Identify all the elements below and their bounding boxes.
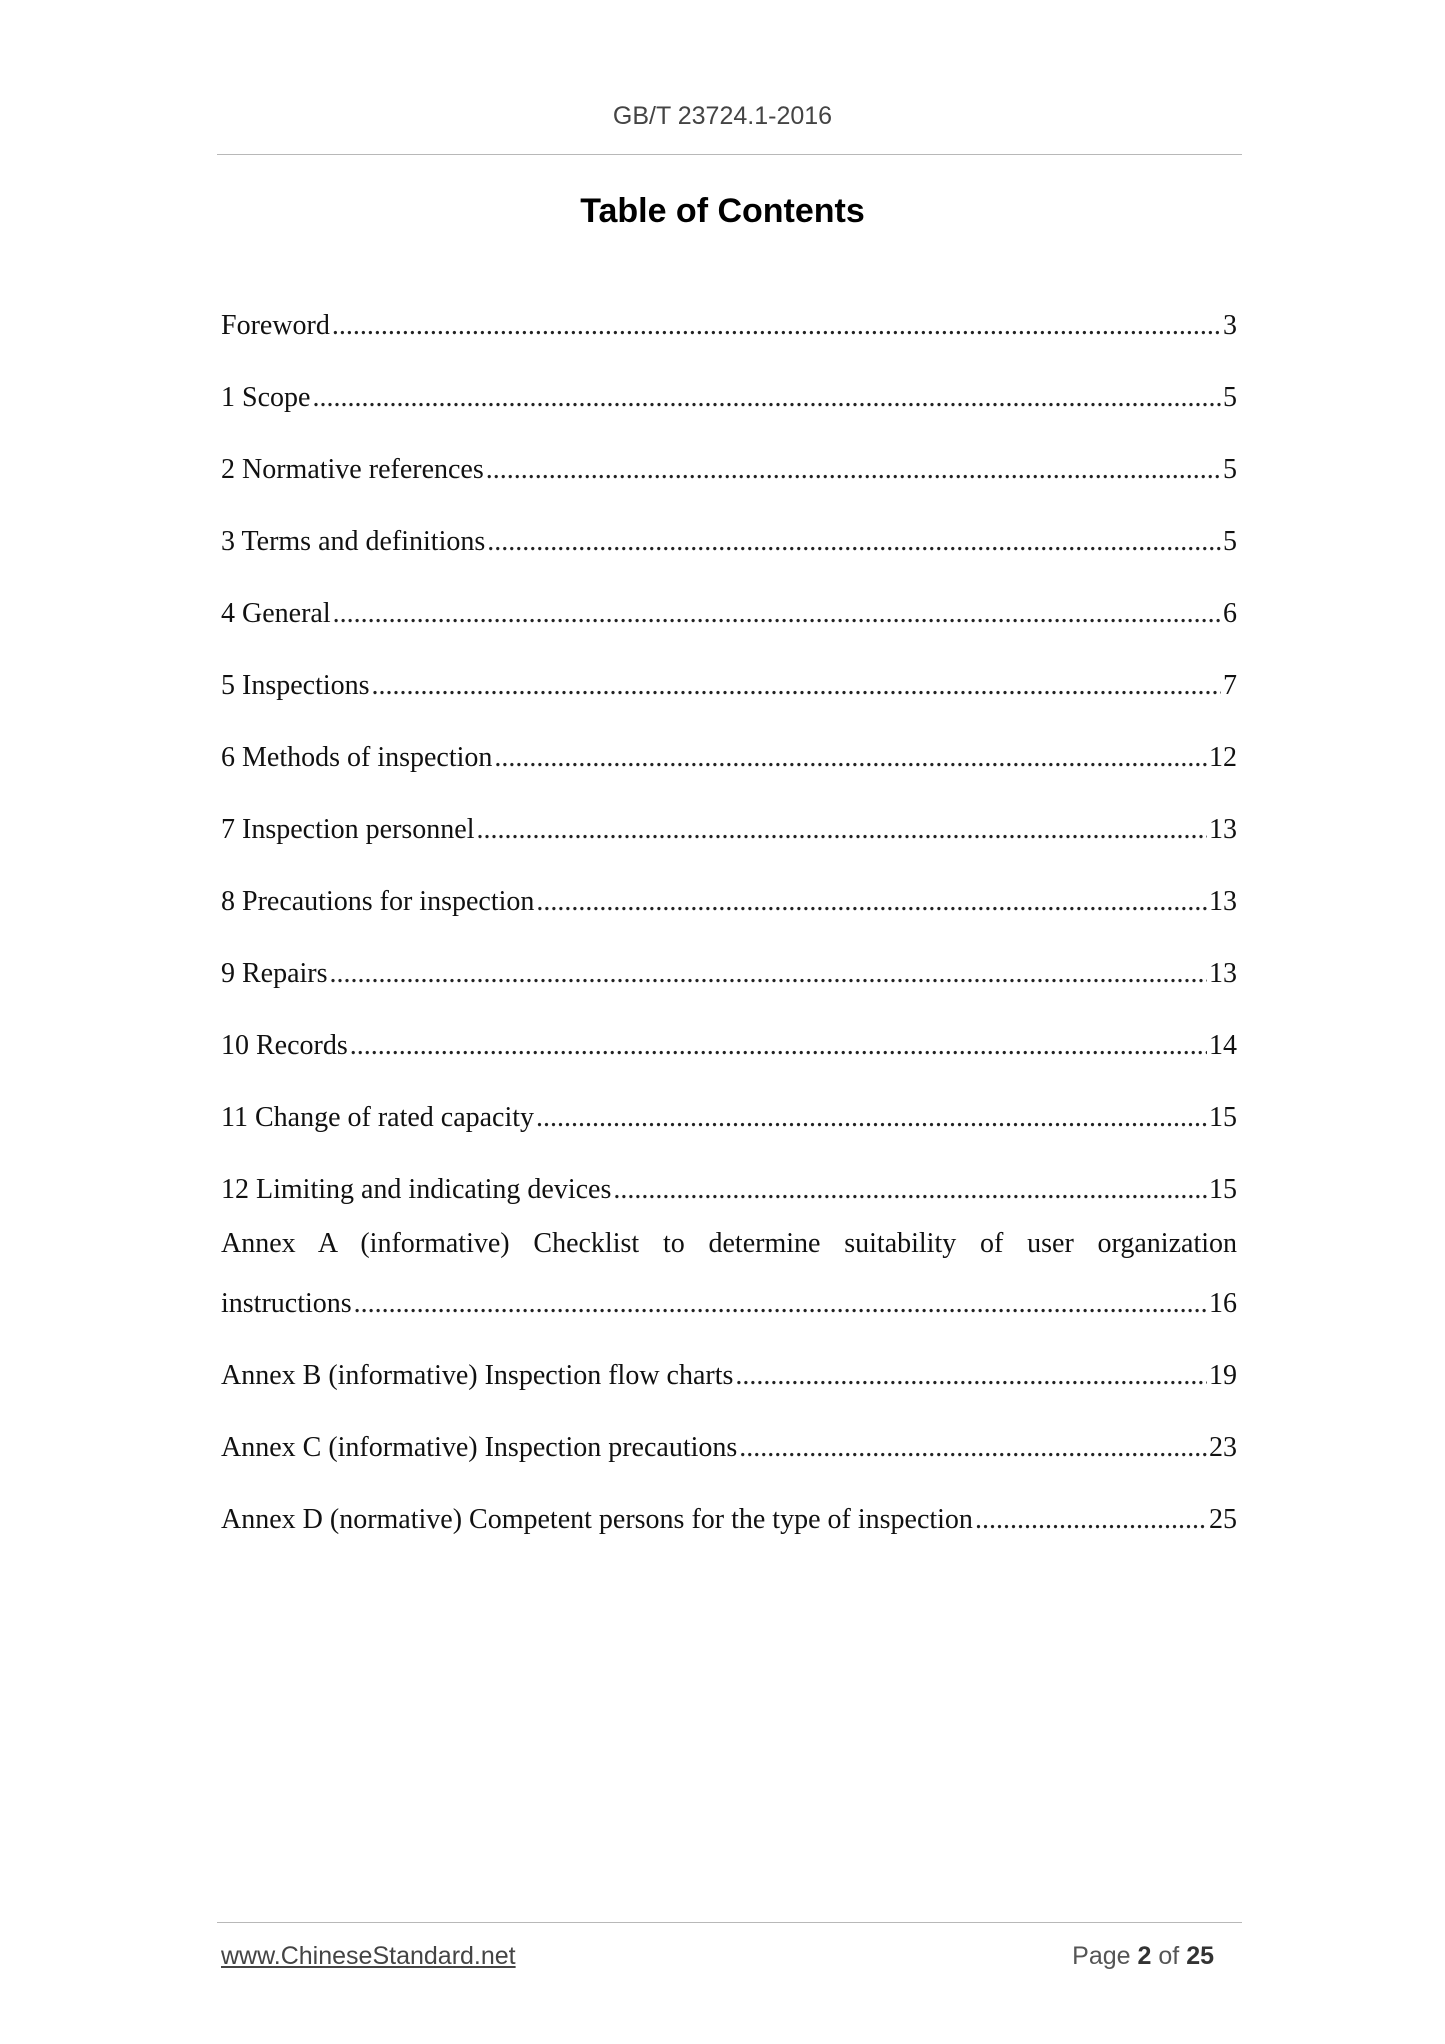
toc-entry-label: 7 Inspection personnel bbox=[221, 814, 475, 845]
page-counter bbox=[1072, 1942, 1214, 1971]
dot-leader bbox=[333, 598, 1221, 630]
toc-entry-label: 8 Precautions for inspection bbox=[221, 886, 535, 917]
toc-entry-page: 5 bbox=[1223, 382, 1237, 413]
toc-entry-repairs[interactable] bbox=[221, 918, 1237, 990]
dot-leader bbox=[494, 742, 1207, 774]
toc-entry-page: 15 bbox=[1209, 1174, 1237, 1205]
dot-leader bbox=[486, 454, 1221, 486]
toc-entry-page: 3 bbox=[1223, 310, 1237, 341]
toc-entry-label: Annex A (informative) Checklist to determine suitability of user organization bbox=[221, 1228, 1237, 1259]
toc-entry-label-continued: instructions bbox=[221, 1288, 352, 1319]
toc-entry-normative-references[interactable] bbox=[221, 414, 1237, 486]
dot-leader bbox=[332, 310, 1221, 342]
toc-entry-page: 12 bbox=[1209, 742, 1237, 773]
table-of-contents bbox=[221, 270, 1237, 1536]
toc-entry-page: 13 bbox=[1209, 814, 1237, 845]
toc-entry-label: Annex C (informative) Inspection precautions bbox=[221, 1432, 738, 1463]
toc-entry-annex-b[interactable] bbox=[221, 1320, 1237, 1392]
toc-entry-terms-and-definitions[interactable] bbox=[221, 486, 1237, 558]
toc-entry-annex-d[interactable] bbox=[221, 1464, 1237, 1536]
toc-entry-annex-c[interactable] bbox=[221, 1392, 1237, 1464]
toc-entry-label: 9 Repairs bbox=[221, 958, 328, 989]
dot-leader bbox=[477, 814, 1208, 846]
total-pages-number: 25 bbox=[1186, 1942, 1214, 1970]
dot-leader bbox=[739, 1432, 1207, 1464]
toc-entry-label: 5 Inspections bbox=[221, 670, 370, 701]
toc-entry-label: Annex B (informative) Inspection flow charts bbox=[221, 1360, 734, 1391]
current-page-number: 2 bbox=[1137, 1942, 1152, 1970]
dot-leader bbox=[536, 1102, 1207, 1134]
toc-entry-page: 7 bbox=[1223, 670, 1237, 701]
toc-entry-page: 14 bbox=[1209, 1030, 1237, 1061]
toc-entry-page: 5 bbox=[1223, 526, 1237, 557]
toc-entry-page: 15 bbox=[1209, 1102, 1237, 1133]
toc-entry-label: 2 Normative references bbox=[221, 454, 484, 485]
toc-entry-records[interactable] bbox=[221, 990, 1237, 1062]
website-link[interactable]: www.ChineseStandard.net bbox=[221, 1942, 516, 1970]
toc-entry-label: 4 General bbox=[221, 598, 331, 629]
toc-entry-inspections[interactable] bbox=[221, 630, 1237, 702]
toc-entry-label: 11 Change of rated capacity bbox=[221, 1102, 535, 1133]
toc-entry-label: 3 Terms and definitions bbox=[221, 526, 486, 557]
footer-divider bbox=[217, 1922, 1242, 1923]
page-word: Page bbox=[1072, 1942, 1131, 1970]
dot-leader bbox=[975, 1504, 1207, 1536]
dot-leader bbox=[487, 526, 1221, 558]
toc-entry-continuation bbox=[221, 1280, 1237, 1320]
toc-entry-annex-a[interactable] bbox=[221, 1206, 1237, 1320]
toc-entry-precautions-for-inspection[interactable] bbox=[221, 846, 1237, 918]
dot-leader bbox=[372, 670, 1221, 702]
toc-entry-scope[interactable] bbox=[221, 342, 1237, 414]
toc-entry-label: 6 Methods of inspection bbox=[221, 742, 493, 773]
toc-entry-label: Foreword bbox=[221, 310, 330, 341]
toc-entry-limiting-and-indicating-devices[interactable] bbox=[221, 1134, 1237, 1206]
toc-entry-page: 6 bbox=[1223, 598, 1237, 629]
toc-entry-page: 13 bbox=[1209, 958, 1237, 989]
toc-entry-page: 19 bbox=[1209, 1360, 1237, 1391]
document-code: GB/T 23724.1-2016 bbox=[612, 102, 833, 130]
page-title: Table of Contents bbox=[580, 192, 865, 230]
dot-leader bbox=[613, 1174, 1207, 1206]
toc-entry-change-of-rated-capacity[interactable] bbox=[221, 1062, 1237, 1134]
toc-entry-page: 13 bbox=[1209, 886, 1237, 917]
dot-leader bbox=[735, 1360, 1207, 1392]
toc-entry-page: 5 bbox=[1223, 454, 1237, 485]
toc-entry-page: 25 bbox=[1209, 1504, 1237, 1535]
header-divider bbox=[217, 154, 1242, 155]
dot-leader bbox=[354, 1288, 1207, 1320]
toc-entry-label: 12 Limiting and indicating devices bbox=[221, 1174, 612, 1205]
toc-entry-methods-of-inspection[interactable] bbox=[221, 702, 1237, 774]
toc-entry-label: Annex D (normative) Competent persons for the type of inspection bbox=[221, 1504, 973, 1535]
of-word: of bbox=[1158, 1942, 1180, 1970]
toc-entry-label: 10 Records bbox=[221, 1030, 348, 1061]
toc-entry-inspection-personnel[interactable] bbox=[221, 774, 1237, 846]
toc-entry-page: 23 bbox=[1209, 1432, 1237, 1463]
toc-entry-foreword[interactable] bbox=[221, 270, 1237, 342]
dot-leader bbox=[312, 382, 1221, 414]
dot-leader bbox=[536, 886, 1207, 918]
toc-entry-page: 16 bbox=[1209, 1288, 1237, 1319]
toc-entry-general[interactable] bbox=[221, 558, 1237, 630]
dot-leader bbox=[330, 958, 1207, 990]
dot-leader bbox=[350, 1030, 1207, 1062]
toc-entry-label: 1 Scope bbox=[221, 382, 311, 413]
